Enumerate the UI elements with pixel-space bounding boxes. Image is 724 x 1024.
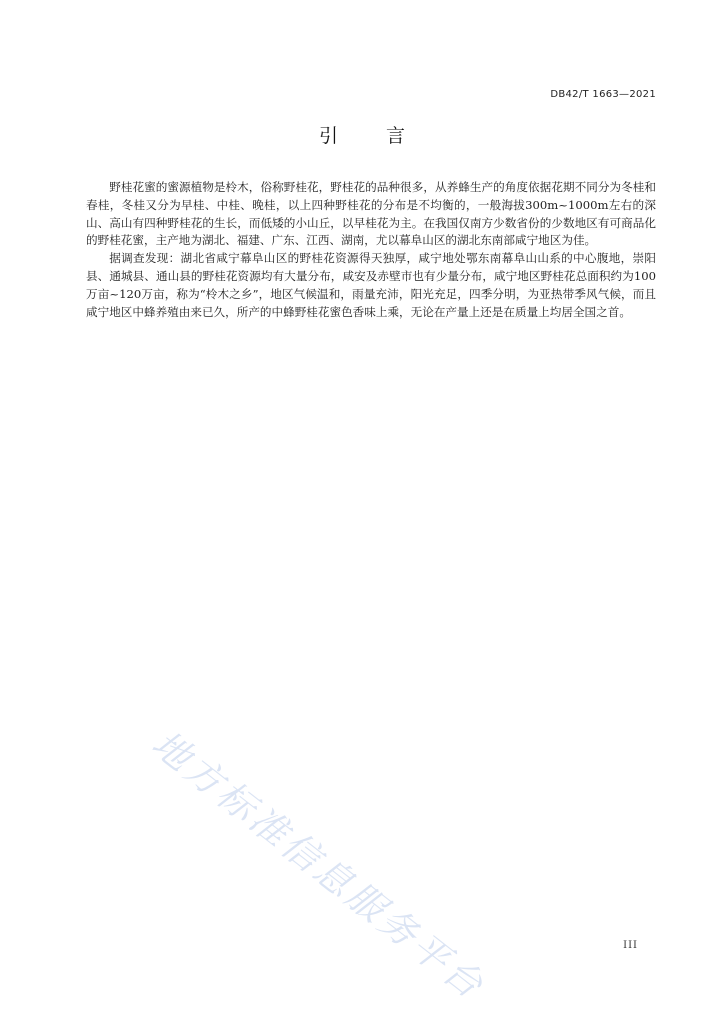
section-title-char-2: 言 (386, 125, 406, 147)
paragraph-1: 野桂花蜜的蜜源植物是柃木，俗称野桂花，野桂花的品种很多，从养蜂生产的角度依据花期不同分为冬桂和春桂，冬桂又分为早桂、中桂、晚桂，以上四种野桂花的分布是不均衡的，一般海拔300m~1000m左右的深山、高山有四种野桂花的生长，而低矮的小山丘，以早桂花为主。在我国仅南方少数省份的少数地区有可商品化的野桂花蜜，主产地为湖北、福建、广东、江西、湖南，尤以幕阜山区的湖北东南部咸宁地区为佳。 (86, 180, 656, 248)
introduction-body (86, 179, 656, 321)
section-title-char-1: 引 (318, 125, 338, 147)
section-title (0, 121, 724, 148)
standard-code: DB42/T 1663—2021 (550, 89, 656, 100)
paragraph-2: 据调查发现：湖北省咸宁幕阜山区的野桂花资源得天独厚，咸宁地处鄂东南幕阜山山系的中心腹地，崇阳县、通城县、通山县的野桂花资源均有大量分布，咸安及赤壁市也有少量分布，咸宁地区野桂花总面积约为100万亩~120万亩，称为“柃木之乡”，地区气候温和，雨量充沛，阳光充足，四季分明，为亚热带季风气候，而且咸宁地区中蜂养殖由来已久，所产的中蜂野桂花蜜色香味上乘，无论在产量上还是在质量上均居全国之首。 (86, 251, 656, 319)
watermark: 地方标准信息服务平台 (143, 722, 494, 1009)
page-number: III (623, 940, 638, 951)
